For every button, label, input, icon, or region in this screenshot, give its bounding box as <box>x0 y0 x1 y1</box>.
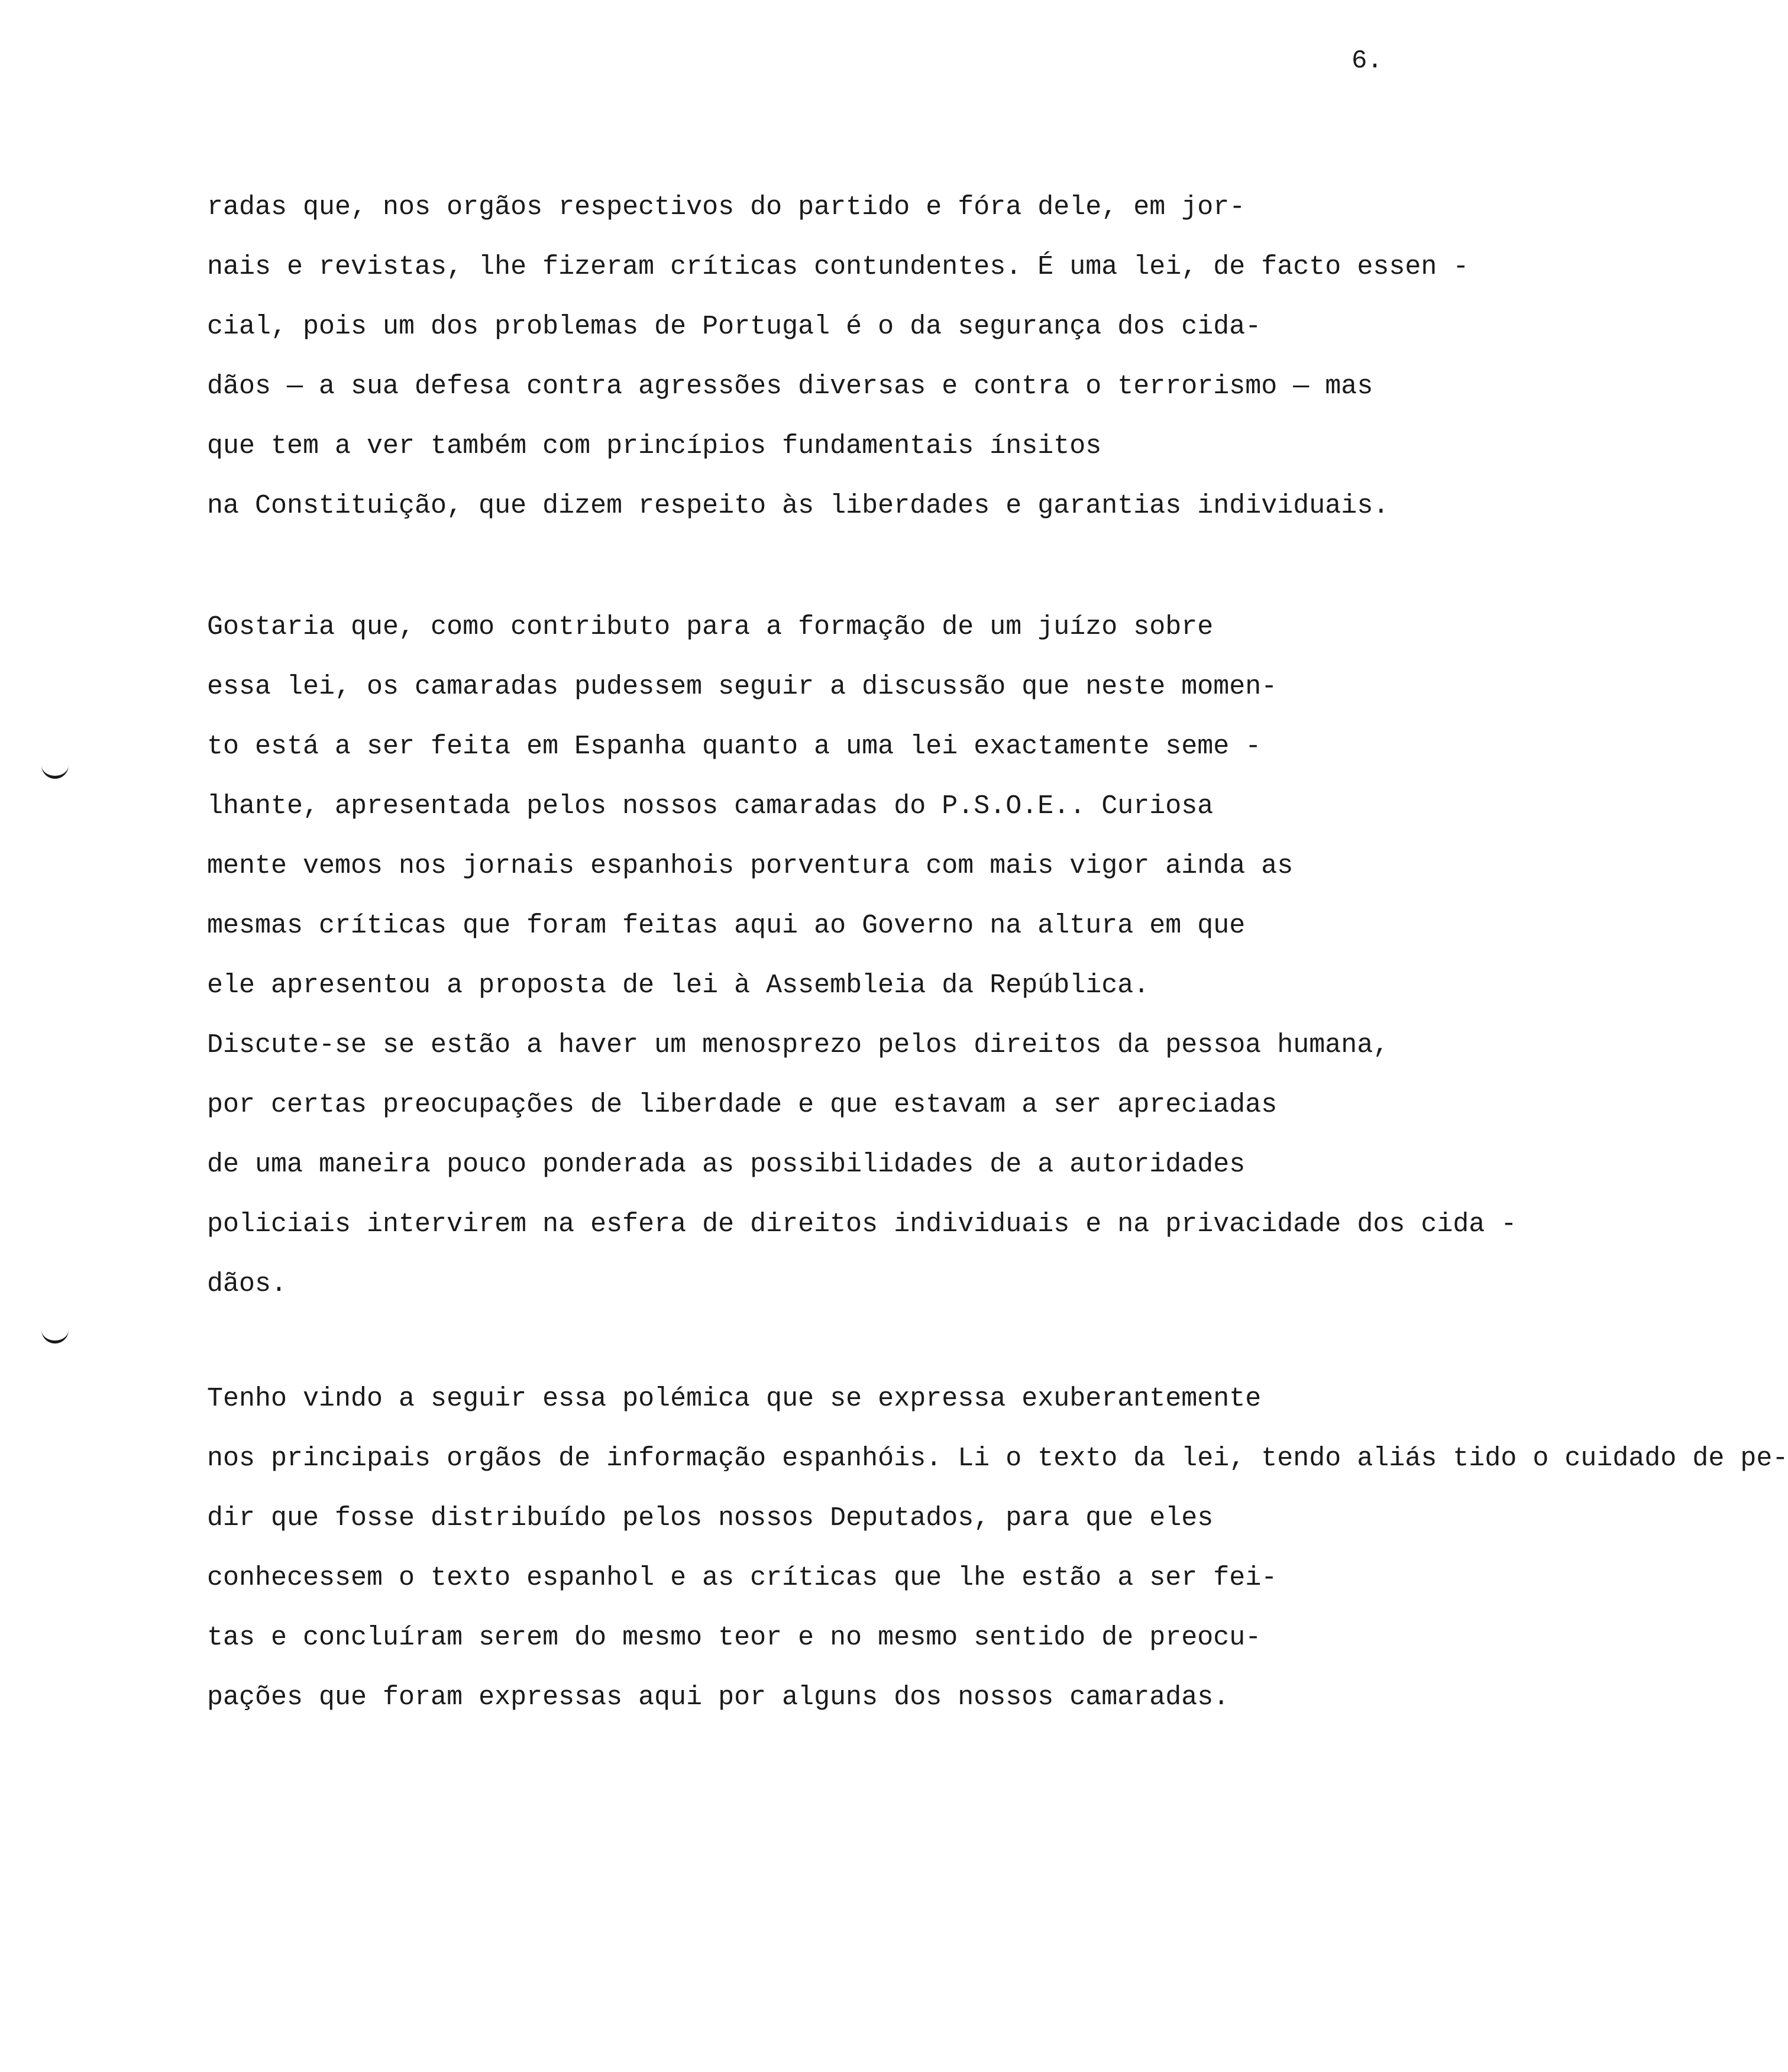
text-line: de uma maneira pouco ponderada as possibilidades de a autoridades <box>207 1150 1246 1180</box>
text-line: cial, pois um dos problemas de Portugal é o da segurança dos cida- <box>207 312 1262 342</box>
text-line: nos principais orgãos de informação espanhóis. Li o texto da lei, tendo aliás tido o cuidado de pe- <box>207 1443 1788 1474</box>
text-line: dãos. <box>207 1269 287 1299</box>
text-line: Tenho vindo a seguir essa polémica que se expressa exuberantemente <box>207 1384 1262 1414</box>
text-line: radas que, nos orgãos respectivos do partido e fóra dele, em jor- <box>207 192 1246 222</box>
text-line: por certas preocupações de liberdade e que estavam a ser apreciadas <box>207 1090 1278 1120</box>
text-line: Discute-se se estão a haver um menosprezo pelos direitos da pessoa humana, <box>207 1030 1389 1060</box>
text-line: conhecessem o texto espanhol e as críticas que lhe estão a ser fei- <box>207 1563 1278 1593</box>
text-line: pações que foram expressas aqui por alguns dos nossos camaradas. <box>207 1682 1230 1712</box>
text-line: mesmas críticas que foram feitas aqui ao Governo na altura em que <box>207 911 1246 941</box>
text-line: ele apresentou a proposta de lei à Assembleia da República. <box>207 970 1150 1001</box>
page-number: 6. <box>1351 46 1383 76</box>
text-line: na Constituição, que dizem respeito às liberdades e garantias individuais. <box>207 491 1389 521</box>
text-line: policiais intervirem na esfera de direitos individuais e na privacidade dos cida - <box>207 1209 1517 1239</box>
text-line: to está a ser feita em Espanha quanto a uma lei exactamente seme - <box>207 731 1262 762</box>
text-line: lhante, apresentada pelos nossos camaradas do P.S.O.E.. Curiosa <box>207 791 1214 821</box>
text-line: dãos — a sua defesa contra agressões diversas e contra o terrorismo — mas que tem a ver também com princípios fundamentais ínsitos <box>207 371 1373 461</box>
text-line: essa lei, os camaradas pudessem seguir a discussão que neste momen- <box>207 672 1278 702</box>
margin-curve-mark <box>41 1328 69 1343</box>
text-line: mente vemos nos jornais espanhois porventura com mais vigor ainda as <box>207 851 1294 881</box>
paragraph-1 <box>207 177 1469 536</box>
paragraph-3 <box>207 1369 1788 1727</box>
text-line: tas e concluíram serem do mesmo teor e no mesmo sentido de preocu- <box>207 1623 1262 1653</box>
margin-curve-mark <box>41 763 69 779</box>
paragraph-2 <box>207 597 1517 1314</box>
text-line: Gostaria que, como contributo para a formação de um juízo sobre <box>207 612 1214 642</box>
text-line: nais e revistas, lhe fizeram críticas contundentes. É uma lei, de facto essen - <box>207 252 1469 282</box>
text-line: dir que fosse distribuído pelos nossos Deputados, para que eles <box>207 1503 1214 1533</box>
